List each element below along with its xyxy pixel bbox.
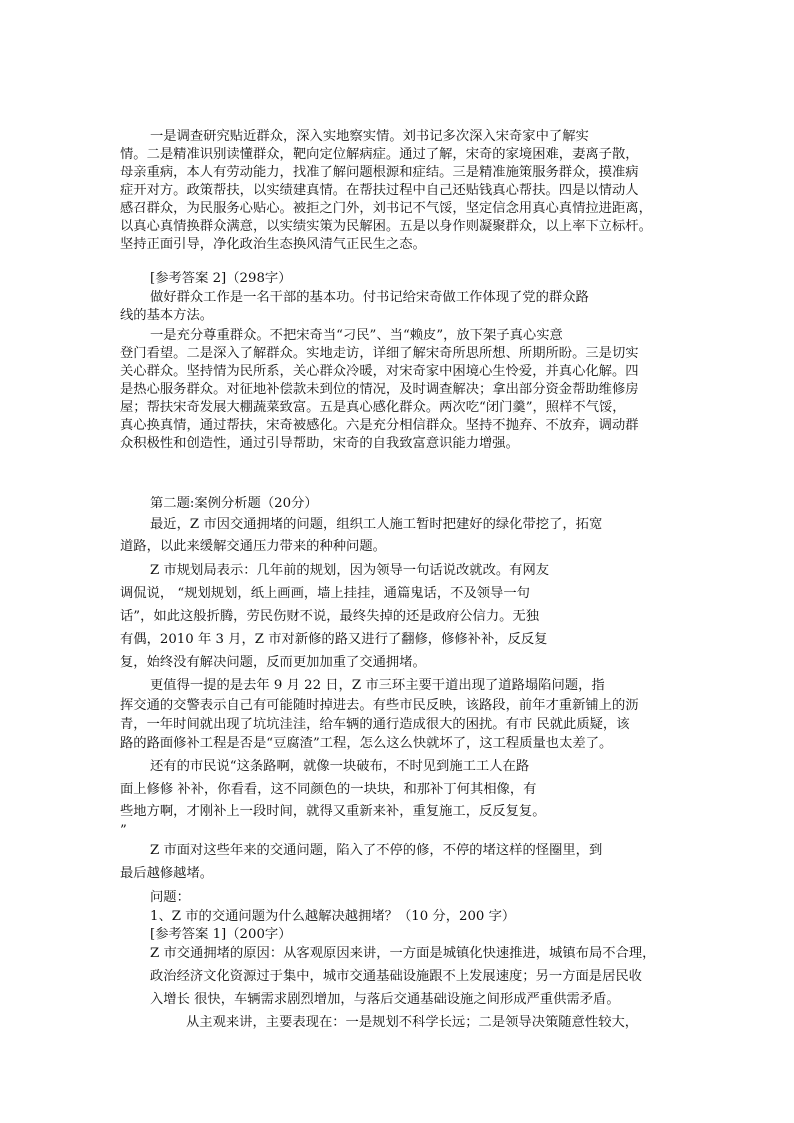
text-line: Z 市规划局表示：几年前的规划，因为领导一句话说改就改。有网友 xyxy=(150,563,550,578)
text-line: 情。二是精准识别读懂群众，靶向定位解病症。通过了解，宋奇的家境困难，妻离子散， xyxy=(120,147,639,162)
text-line: 关心群众。坚持情为民所系，关心群众冷暖，对宋奇家中困境心生怜爱，并真心化解。四 xyxy=(120,364,639,379)
text-line: 屋；帮扶宋奇发展大棚蔬菜致富。五是真心感化群众。两次吃“闭门羹”，照样不气馁， xyxy=(120,400,626,415)
text-line: 入增长 很快，车辆需求剧烈增加，与落后交通基础设施之间形成严重供需矛盾。 xyxy=(150,992,620,1007)
text-line: 路的路面修补工程是否是“豆腐渣”工程，怎么这么快就坏了，这工程质量也太差了。 xyxy=(120,736,613,751)
text-line: 还有的市民说“这条路啊，就像一块破布，不时见到施工工人在路 xyxy=(150,759,530,774)
answer-heading: [参考答案 1]（200字） xyxy=(150,927,292,942)
text-line: 更值得一提的是去年 9 月 22 日，Z 市三环主要干道出现了道路塌陷问题，指 xyxy=(150,678,605,693)
text-line: Z 市面对这些年来的交通问题，陷入了不停的修，不停的堵这样的怪圈里，到 xyxy=(150,843,603,858)
text-line: 有偶，2010 年 3 月，Z 市对新修的路又进行了翻修，修修补补，反反复 xyxy=(120,632,548,647)
text-line: 从主观来讲，主要表现在：一是规划不科学长远；二是领导决策随意性较大， xyxy=(186,1015,639,1030)
text-line: 是热心服务群众。对征地补偿款未到位的情况，及时调查解决；拿出部分资金帮助维修房 xyxy=(120,382,639,397)
text-line: 一是调查研究贴近群众，深入实地察实情。刘书记多次深入宋奇家中了解实 xyxy=(150,129,589,144)
section-heading: 第二题:案例分析题（20分） xyxy=(150,496,318,511)
text-line: Z 市交通拥堵的原因：从客观原因来讲，一方面是城镇化快速推进，城镇布局不合理， xyxy=(150,946,656,961)
text-line: ” xyxy=(120,823,127,838)
text-line: 一是充分尊重群众。不把宋奇当“刁民”、当“赖皮”，放下架子真心实意 xyxy=(150,328,563,343)
text-line: 最近，Z 市因交通拥堵的问题，组织工人施工暂时把建好的绿化带挖了，拓宽 xyxy=(150,517,603,532)
text-line: 道路，以此来缓解交通压力带来的种种问题。 xyxy=(120,539,386,554)
text-line: 母亲重病，本人有劳动能力，找准了解问题根源和症结。三是精准施策服务群众，摸准病 xyxy=(120,165,639,180)
question-label: 问题： xyxy=(150,890,190,905)
text-line: 以真心真情换群众满意，以实绩实策为民解困。五是以身作则凝聚群众，以上率下立标杆。 xyxy=(120,219,652,234)
text-line: 真心换真情，通过帮扶，宋奇被感化。六是充分相信群众。坚持不抛弃、不放弃，调动群 xyxy=(120,418,639,433)
question-text: 1、Z 市的交通问题为什么越解决越拥堵？（10 分，200 字） xyxy=(150,909,516,924)
text-line: 最后越修越堵。 xyxy=(120,866,214,881)
text-line: 复，始终没有解决问题，反而更加加重了交通拥堵。 xyxy=(120,655,426,670)
text-line: 面上修修 补补，你看看，这不同颜色的一块块，和那补丁何其相像，有 xyxy=(120,782,537,797)
text-line: 政治经济文化资源过于集中，城市交通基础设施跟不上发展速度；另一方面是居民收 xyxy=(150,969,642,984)
text-line: 青，一年时间就出现了坑坑洼洼，给车辆的通行造成很大的困扰。有市 民就此质疑，该 xyxy=(120,717,630,732)
answer-heading: [参考答案 2]（298字） xyxy=(150,271,292,286)
text-line: 感召群众，为民服务心贴心。被拒之门外，刘书记不气馁，坚定信念用真心真情拉进距离， xyxy=(120,201,652,216)
text-line: 线的基本方法。 xyxy=(120,308,214,323)
text-line: 挥交通的交警表示自己有可能随时掉进去。有些市民反映，该路段，前年才重新铺上的沥 xyxy=(120,698,639,713)
text-line: 坚持正面引导，净化政治生态换风清气正民生之态。 xyxy=(120,237,426,252)
text-line: 话”，如此这般折腾，劳民伤财不说，最终失掉的还是政府公信力。无独 xyxy=(120,609,539,624)
text-line: 做好群众工作是一名干部的基本功。付书记给宋奇做工作体现了党的群众路 xyxy=(150,290,589,305)
text-line: 众积极性和创造性，通过引导帮助，宋奇的自我致富意识能力增强。 xyxy=(120,436,519,451)
text-line: 症开对方。政策帮扶，以实绩建真情。在帮扶过程中自己还贴钱真心帮扶。四是以情动人 xyxy=(120,183,639,198)
text-line: 些地方啊，才刚补上一段时间，就得又重新来补，重复施工，反反复复。 xyxy=(120,804,546,819)
text-line: 调侃说， “规划规划，纸上画画，墙上挂挂，通篇鬼话，不及领导一句 xyxy=(120,586,530,601)
text-line: 登门看望。二是深入了解群众。实地走访，详细了解宋奇所思所想、所期所盼。三是切实 xyxy=(120,346,639,361)
